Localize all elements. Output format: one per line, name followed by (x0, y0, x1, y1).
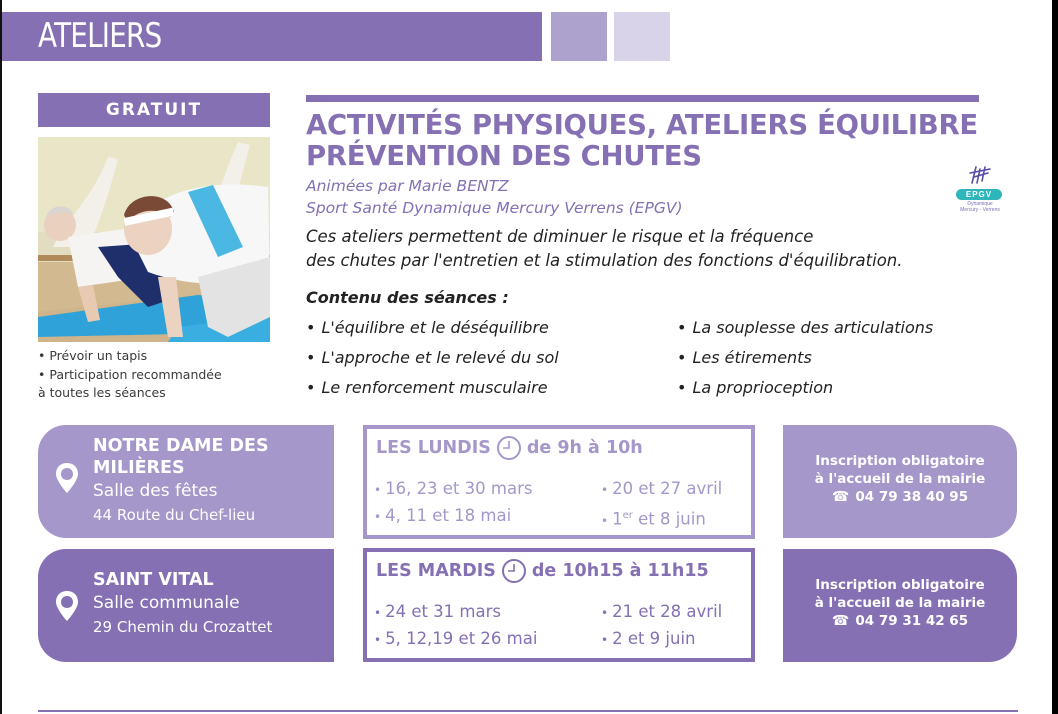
content-heading: Contenu des séances : (306, 288, 509, 307)
practical-notes (38, 347, 278, 403)
location-hall: Salle communale (93, 593, 240, 613)
logo-caption (950, 201, 1010, 213)
schedule-box-tuesdays (363, 548, 755, 662)
content-item: • L'approche et le relevé du sol (306, 346, 559, 376)
description-line: des chutes par l'entretien et la stimulation des fonctions d'équilibration. (306, 251, 903, 270)
registration-line: à l'accueil de la mairie (814, 471, 986, 487)
animator-line: Animées par Marie BENTZ (306, 177, 509, 195)
registration-line: Inscription obligatoire (815, 577, 985, 593)
organization-line: Sport Santé Dynamique Mercury Verrens (EPGV) (306, 199, 683, 217)
note-line: • Participation recommandée (38, 366, 222, 382)
phone-number[interactable]: 04 79 38 40 95 (855, 489, 969, 505)
content-item: • Le renforcement musculaire (306, 376, 559, 406)
date-rest: et 8 juin (638, 509, 706, 529)
title-line: PRÉVENTION DES CHUTES (306, 140, 702, 172)
date-item: • 16, 23 et 30 mars (374, 476, 532, 503)
dates-left (374, 476, 532, 530)
date-item: • 24 et 31 mars (374, 599, 537, 626)
schedule-heading (376, 558, 709, 584)
page-title: ATELIERS (38, 16, 162, 56)
schedule-box-mondays (363, 425, 755, 539)
phone-icon: ☎ (831, 489, 850, 505)
left-edge (0, 0, 2, 714)
content-item: • L'équilibre et le déséquilibre (306, 316, 559, 346)
location-card-saint-vital (38, 549, 334, 662)
header-banner (2, 12, 542, 61)
date-item: • 4, 11 et 18 mai (374, 503, 532, 530)
map-pin-icon (54, 461, 80, 495)
location-text (93, 435, 328, 527)
registration-line: à l'accueil de la mairie (814, 595, 986, 611)
content-list-right (677, 316, 933, 406)
free-badge: GRATUIT (38, 93, 270, 127)
photo-illustration (38, 137, 270, 342)
dates-left (374, 599, 537, 653)
phone-icon: ☎ (831, 613, 850, 629)
date-superscript: er (622, 510, 633, 521)
right-edge (1052, 0, 1058, 714)
phone-line (783, 612, 1017, 630)
date-prefix: 1 (612, 509, 623, 529)
location-hall: Salle des fêtes (93, 481, 218, 501)
logo-figure-icon (968, 163, 992, 185)
title-rule (306, 95, 979, 102)
date-item: • 2 et 9 juin (601, 626, 722, 653)
location-name: NOTRE DAME DES MILIÈRES (93, 436, 269, 478)
clock-icon (496, 435, 522, 461)
registration-line: Inscription obligatoire (815, 453, 985, 469)
location-name: SAINT VITAL (93, 570, 214, 590)
content-list-left (306, 316, 559, 406)
registration-box-notre-dame (783, 425, 1017, 538)
exercise-photo (38, 137, 270, 342)
registration-box-saint-vital (783, 549, 1017, 662)
clock-icon (501, 558, 527, 584)
date-item: • 21 et 28 avril (601, 599, 722, 626)
decor-square-medium (551, 12, 607, 61)
description (306, 225, 1026, 273)
title-line: ACTIVITÉS PHYSIQUES, ATELIERS ÉQUILIBRE (306, 109, 978, 141)
logo-caption-line: Mercury - Verrens (960, 207, 1000, 213)
logo-caption-line: Dynamique (967, 201, 993, 207)
date-item: • 20 et 27 avril (601, 476, 722, 503)
schedule-day: LES LUNDIS (376, 438, 491, 458)
dates-right (601, 476, 722, 534)
phone-line (783, 488, 1017, 506)
date-item (601, 503, 722, 534)
schedule-time: de 10h15 à 11h15 (531, 561, 709, 581)
phone-number[interactable]: 04 79 31 42 65 (855, 613, 969, 629)
location-card-notre-dame (38, 425, 334, 538)
bottom-rule (38, 710, 1018, 712)
note-line: à toutes les séances (38, 385, 166, 400)
logo-badge: EPGV (956, 189, 1002, 200)
schedule-day: LES MARDIS (376, 561, 496, 581)
activity-title (306, 110, 1006, 172)
schedule-heading (376, 435, 643, 461)
location-address: 44 Route du Chef-lieu (93, 506, 256, 524)
description-line: Ces ateliers permettent de diminuer le risque et la fréquence (306, 227, 814, 246)
note-line: • Prévoir un tapis (38, 348, 148, 363)
content-item: • La proprioception (677, 376, 933, 406)
dates-right (601, 599, 722, 653)
epgv-logo (950, 163, 1010, 219)
content-item: • Les étirements (677, 346, 933, 376)
decor-square-light (614, 12, 670, 61)
location-address: 29 Chemin du Crozattet (93, 618, 273, 636)
content-item: • La souplesse des articulations (677, 316, 933, 346)
date-item: • 5, 12,19 et 26 mai (374, 626, 537, 653)
map-pin-icon (54, 589, 80, 623)
schedule-time: de 9h à 10h (526, 438, 643, 458)
location-text (93, 569, 328, 639)
